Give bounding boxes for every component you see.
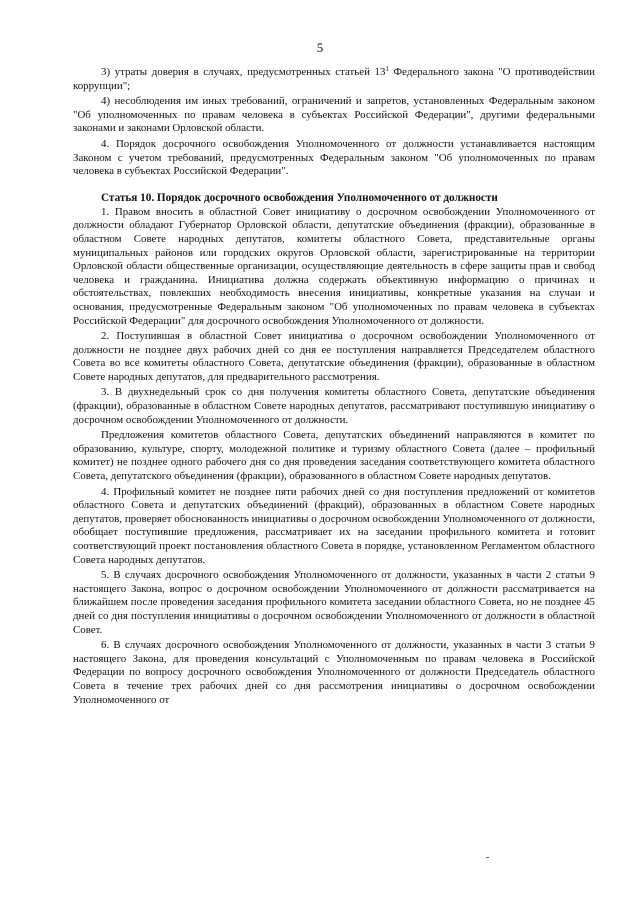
article-10-paragraph-2: 2. Поступившая в областной Совет инициатива о досрочном освобождении Уполномоченного от должности не позднее двух рабочих дней со дня ее поступления направляется Председателем областного Совета во все комитеты областного Совета, депутатские объединения (фракции), образованные в областном Совете народных депутатов, для предварительного рассмотрения.: [73, 330, 595, 383]
paragraph-item-3: [73, 66, 595, 93]
article-10-heading: Статья 10. Порядок досрочного освобождения Уполномоченного от должности: [101, 191, 498, 204]
article-10-paragraph-3b: Предложения комитетов областного Совета, депутатских объединений направляются в комитет по образованию, культуре, спорту, молодежной политике и туризму областного Совета (далее – профильный комитет) не позднее одного рабочего дня со дня проведения заседания соответствующего комитета областного Совета, депутатского объединения (фракции), образованного в областном Совете народных депутатов.: [73, 429, 595, 483]
article-10-paragraph-5: 5. В случаях досрочного освобождения Уполномоченного от должности, указанных в части 2 статьи 9 настоящего Закона, вопрос о досрочном освобождении Уполномоченного от должности рассматривается на ближайшем после проведения заседания профильного комитета заседании областного Совета, но не позднее 45 дней со дня поступления инициативы о досрочном освобождении Уполномоченного от должности в областной Совет.: [73, 569, 595, 636]
article-10-paragraph-3: 3. В двухнедельный срок со дня получения комитеты областного Совета, депутатские объединения (фракции), образованные в областном Совете народных депутатов, рассматривают поступившую инициативу о досрочном освобождении Уполномоченного от должности.: [73, 386, 595, 426]
article-10-paragraph-1: 1. Правом вносить в областной Совет инициативу о досрочном освобождении Уполномоченного от должности обладают Губернатор Орловской области, депутатские объединения (фракции), образованные в областном Совете народных депутатов, комитеты областного Совета, представительные органы муниципальных районов или городских округов Орловской области, зарегистрированные на территории Орловской области общественные организации, осуществляющие деятельность в сфере защиты прав и свобод человека и гражданина. Инициатива должна содержать объективную информацию о причинах и обстоятельствах, повлекших необходимость внесения инициативы, конкретные указания на случаи и основания, предусмотренные Федеральным законом "Об уполномоченных по правам человека в субъектах Российской Федерации" для досрочного освобождения Уполномоченного от должности.: [73, 205, 595, 327]
paragraph-item-4: 4) несоблюдения им иных требований, ограничений и запретов, установленных Федеральным законом "Об уполномоченных по правам человека в субъектах Российской Федерации", другими федеральными законами и законами Орловской области.: [73, 95, 595, 135]
article-10-paragraph-6: 6. В случаях досрочного освобождения Уполномоченного от должности, указанных в части 3 статьи 9 настоящего Закона, для проведения консультаций с Уполномоченным по правам человека в Российской Федерации по вопросу досрочного освобождения Уполномоченного от должности Председатель областного Совета в течение трех рабочих дней со дня рассмотрения инициативы о досрочном освобождении Уполномоченного от: [73, 639, 595, 706]
footnote-superscript: 1: [385, 65, 389, 73]
page-number: 5: [316, 40, 324, 55]
article-10-paragraph-4: 4. Профильный комитет не позднее пяти рабочих дней со дня поступления предложений от комитетов областного Совета и депутатских объединений (фракций), образованных в областном Совете народных депутатов, проверяет обоснованность инициативы о досрочном освобождении Уполномоченного от должности, обобщает поступившие предложения, рассматривает их на заседании профильного комитета и готовит соответствующий проект постановления областного Совета в порядке, установленном Регламентом областного Совета народных депутатов.: [73, 485, 595, 566]
item-3-text: 3) утраты доверия в случаях, предусмотренных статьей 13: [101, 66, 386, 78]
item-3-tail: Федерального закона "О противодействии коррупции";: [73, 66, 595, 92]
scan-mark: [486, 857, 489, 858]
document-body: [73, 66, 595, 709]
paragraph-part-4: 4. Порядок досрочного освобождения Уполномоченного от должности устанавливается настоящим Законом с учетом требований, предусмотренных Федеральным законом "Об уполномоченных по правам человека в субъектах Российской Федерации".: [73, 137, 595, 178]
